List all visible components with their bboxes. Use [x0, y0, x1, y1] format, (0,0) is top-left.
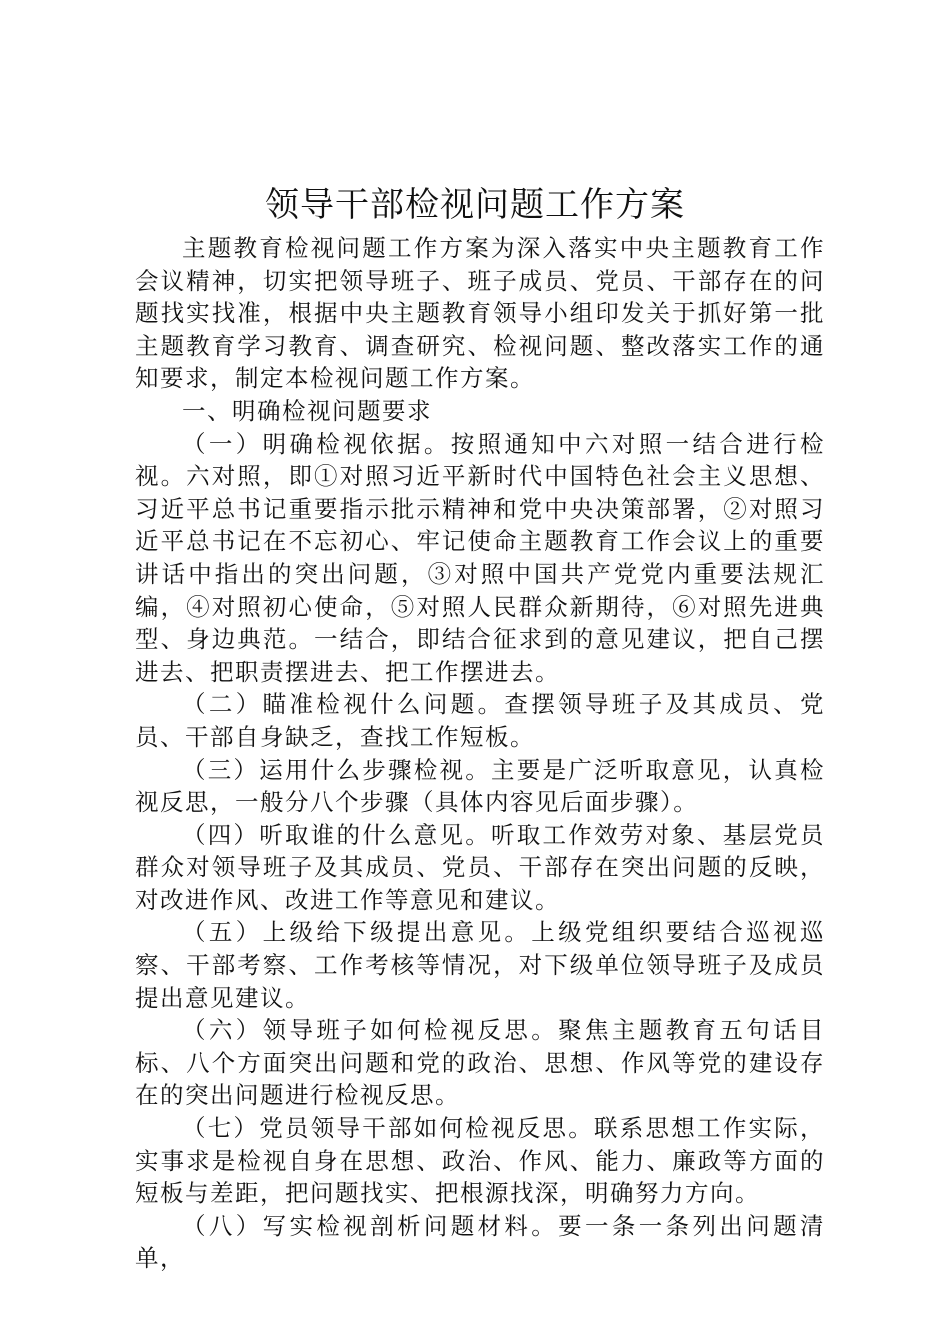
paragraph-item-1: （一）明确检视依据。按照通知中六对照一结合进行检视。六对照，即①对照习近平新时代中国特色社会主义思想、习近平总书记重要指示批示精神和党中央决策部署，②对照习近平总书记在不忘初心、牢记使命主题教育工作会议上的重要讲话中指出的突出问题，③对照中国共产党党内重要法规汇编，④对照初心使命，⑤对照人民群众新期待，⑥对照先进典型、身边典范。一结合，即结合征求到的意见建议，把自己摆进去、把职责摆进去、把工作摆进去。 — [135, 429, 825, 686]
paragraph-item-7: （七）党员领导干部如何检视反思。联系思想工作实际，实事求是检视自身在思想、政治、作风、能力、廉政等方面的短板与差距，把问题找实、把根源找深，明确努力方向。 — [135, 1114, 825, 1208]
document-title: 领导干部检视问题工作方案 — [265, 185, 685, 225]
paragraph-item-5: （五）上级给下级提出意见。上级党组织要结合巡视巡察、干部考察、工作考核等情况，对下级单位领导班子及成员提出意见建议。 — [135, 918, 825, 1012]
paragraph-item-3: （三）运用什么步骤检视。主要是广泛听取意见，认真检视反思，一般分八个步骤（具体内容见后面步骤）。 — [135, 755, 825, 817]
paragraph-item-4: （四）听取谁的什么意见。听取工作效劳对象、基层党员群众对领导班子及其成员、党员、干部存在突出问题的反映，对改进作风、改进工作等意见和建议。 — [135, 820, 825, 914]
paragraph-item-6: （六）领导班子如何检视反思。聚焦主题教育五句话目标、八个方面突出问题和党的政治、思想、作风等党的建设存在的突出问题进行检视反思。 — [135, 1016, 825, 1110]
document-body — [135, 232, 825, 1275]
paragraph-intro: 主题教育检视问题工作方案为深入落实中央主题教育工作会议精神，切实把领导班子、班子成员、党员、干部存在的问题找实找准，根据中央主题教育领导小组印发关于抓好第一批主题教育学习教育、调查研究、检视问题、整改落实工作的通知要求，制定本检视问题工作方案。 — [135, 234, 825, 393]
paragraph-item-8: （八）写实检视剖析问题材料。要一条一条列出问题清单， — [135, 1211, 825, 1273]
section-heading: 一、明确检视问题要求 — [182, 396, 432, 425]
paragraph-item-2: （二）瞄准检视什么问题。查摆领导班子及其成员、党员、干部自身缺乏，查找工作短板。 — [135, 690, 825, 751]
